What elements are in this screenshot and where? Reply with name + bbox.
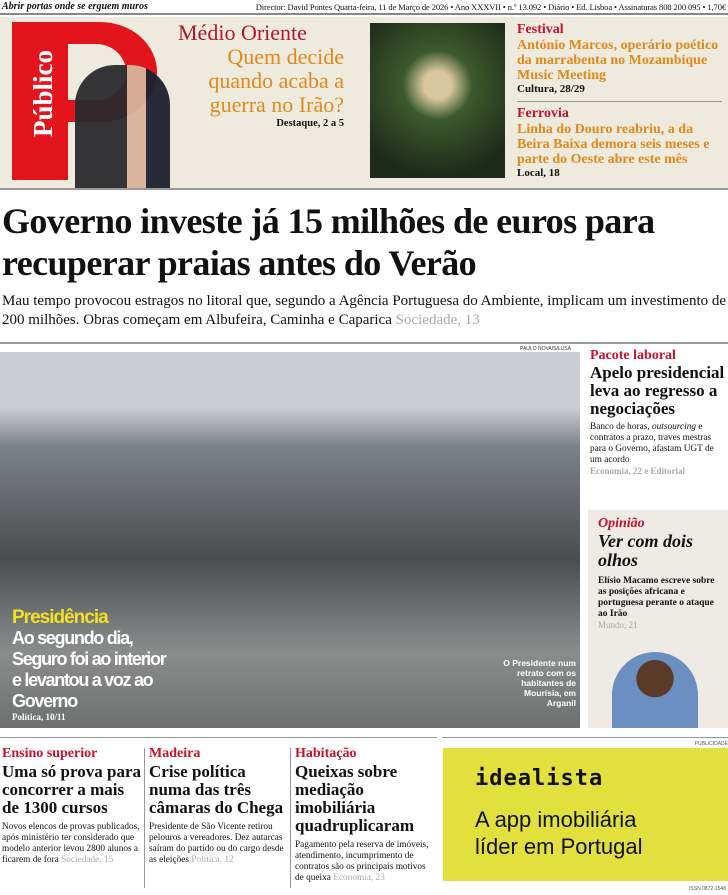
masthead-bar bbox=[0, 0, 728, 15]
teaser-festival[interactable] bbox=[517, 22, 722, 96]
teasers bbox=[517, 22, 722, 180]
main-deck bbox=[2, 292, 728, 330]
ad-tagline: A app imobiliária líder em Portugal bbox=[475, 807, 643, 859]
bottom-story-2[interactable] bbox=[149, 746, 289, 866]
top-band bbox=[0, 17, 728, 190]
divider bbox=[0, 737, 437, 738]
story-kicker: Ensino superior bbox=[2, 746, 98, 761]
story-text: Novos elencos de provas publicados, após ministério ter considerado que modelo anterior levou 2800 alunos a ficarem de fora Sociedade, 15 bbox=[2, 822, 140, 865]
lead-title: Quem decide quando acaba a guerra no Irão? bbox=[208, 44, 344, 117]
issue-info: Director: David Pontes Quarta-feira, 11 de Março de 2026 • Ano XXXVII • n.º 13.092 • Diário • Ed. Lisboa • Assinaturas 808 200 095 • 1,70€ bbox=[255, 1, 726, 12]
deck-ref: Sociedade, 13 bbox=[395, 312, 480, 328]
story-title: Crise política numa das três câmaras do Chega bbox=[149, 762, 284, 817]
main-headline[interactable]: Governo investe já 15 milhões de euros para recuperar praias antes do Verão bbox=[2, 201, 655, 283]
photo-story[interactable] bbox=[12, 607, 172, 723]
side-story[interactable] bbox=[590, 348, 726, 477]
ad-label: PUBLICIDADE bbox=[442, 737, 728, 747]
issn: ISSN 0872-1548 bbox=[689, 886, 726, 892]
advertisement[interactable] bbox=[443, 748, 728, 881]
ad-brand: idealista bbox=[475, 766, 604, 791]
story-kicker: Habitação bbox=[295, 746, 357, 761]
opinion-ref: Mundo, 21 bbox=[598, 620, 638, 630]
story-title: Uma só prova para concorrer a mais de 1300 cursos bbox=[2, 762, 141, 817]
photo-credit: PAULO NOVAIS/LUSA bbox=[520, 346, 571, 352]
opinion[interactable] bbox=[598, 516, 724, 631]
divider bbox=[517, 101, 722, 102]
photo-ref: Política, 10/11 bbox=[12, 712, 66, 722]
bottom-story-1[interactable] bbox=[2, 746, 142, 866]
teaser-ferrovia[interactable] bbox=[517, 106, 722, 180]
side-title: Apelo presidencial leva ao regresso a negociações bbox=[590, 363, 725, 418]
side-kicker: Pacote laboral bbox=[590, 348, 676, 363]
opinion-text: Elísio Macamo escreve sobre as posições africana e portuguesa perante o ataque ao Irão bbox=[598, 576, 715, 619]
divider bbox=[0, 342, 728, 344]
photo-title: Ao segundo dia, Seguro foi ao interior e levantou a voz ao Governo bbox=[12, 628, 166, 711]
logo-name: Público bbox=[28, 49, 58, 137]
side-text: Banco de horas, outsourcing e contratos a prazo, traves mestras para o Governo, afastam UGT de um acordo bbox=[590, 422, 714, 465]
divider bbox=[290, 748, 291, 888]
photo-kicker: Presidência bbox=[12, 607, 108, 628]
side-ref: Economia, 22 e Editorial bbox=[590, 466, 685, 476]
teaser-ref: Cultura, 28/29 bbox=[517, 83, 585, 95]
slogan: Abrir portas onde se erguem muros bbox=[2, 1, 148, 12]
photo-caption: O Presidente num retrato com os habitantes de Mourísia, em Arganil bbox=[503, 658, 576, 708]
divider bbox=[144, 748, 145, 888]
deck-text: Mau tempo provocou estragos no litoral que, segundo a Agência Portuguesa do Ambiente, implicam um investimento de 200 milhões. Obras começam em Albufeira, Caminha e Caparica bbox=[2, 293, 727, 328]
lead-ref: Destaque, 2 a 5 bbox=[276, 118, 344, 129]
opinion-kicker: Opinião bbox=[598, 516, 645, 531]
teaser-kicker: Festival bbox=[517, 22, 564, 37]
opinion-title: Ver com dois olhos bbox=[598, 531, 694, 570]
story-text: Pagamento pela reserva de imóveis, atendimento, incumprimento de contratos são os principais motivos de queixa Economia, 23 bbox=[295, 840, 429, 883]
lead-kicker: Médio Oriente bbox=[178, 20, 307, 45]
leaders-photo bbox=[75, 65, 170, 188]
teaser-ref: Local, 18 bbox=[517, 167, 560, 179]
teaser-kicker: Ferrovia bbox=[517, 106, 569, 121]
teaser-title: Linha do Douro reabriu, a da Beira Baixa demora seis meses e parte do Oeste abre este mês bbox=[517, 122, 710, 167]
teaser-title: António Marcos, operário poético da marrabenta no Mozambique Music Meeting bbox=[517, 38, 719, 83]
concert-photo bbox=[370, 23, 505, 178]
columnist-portrait bbox=[612, 652, 698, 728]
bottom-story-3[interactable] bbox=[295, 746, 435, 884]
lead-story[interactable] bbox=[168, 21, 344, 130]
story-text: Presidente de São Vicente retirou pelouros a vereadores. Dez autarcas saíram do partido ou do cargo desde as eleições Política, 12 bbox=[149, 822, 284, 865]
story-title: Queixas sobre mediação imobiliária quadruplicaram bbox=[295, 762, 415, 835]
story-kicker: Madeira bbox=[149, 746, 201, 761]
